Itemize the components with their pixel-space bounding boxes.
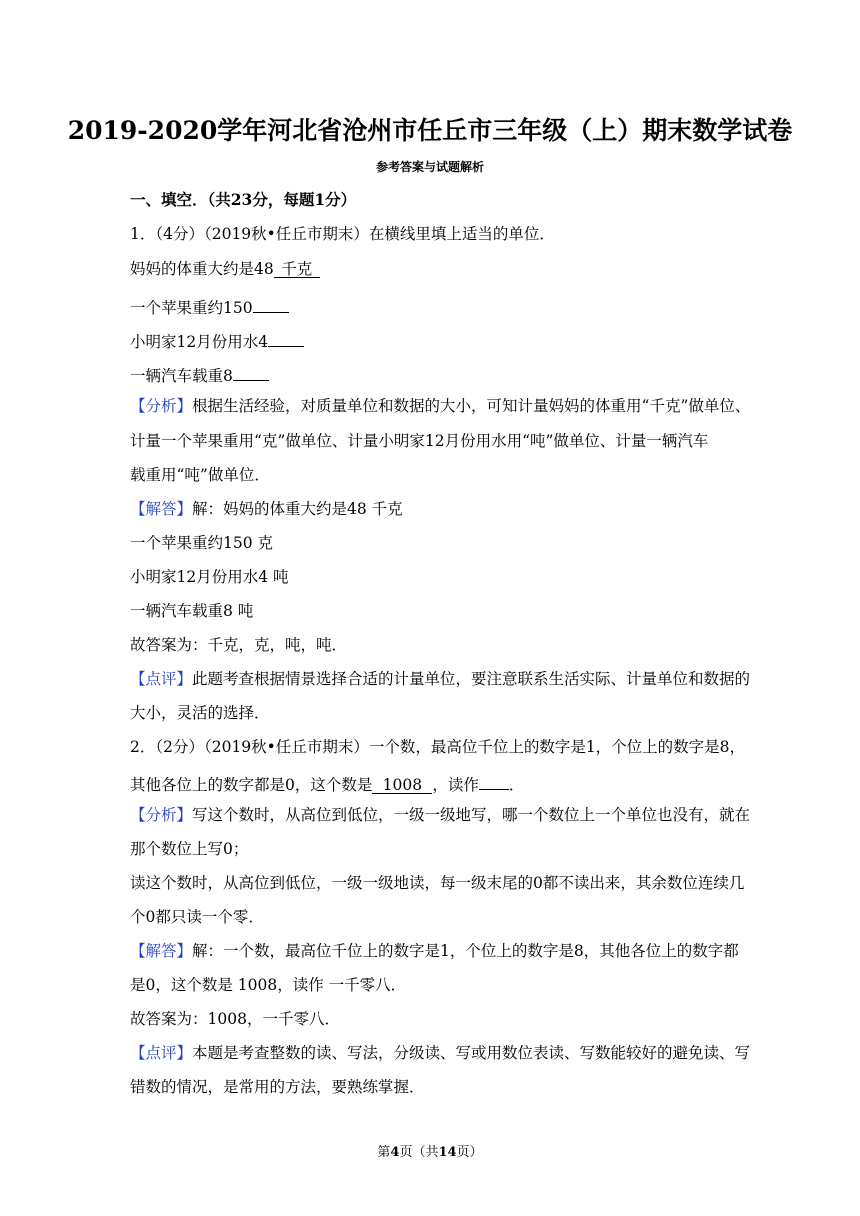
- solution-tag: 【解答】: [130, 942, 193, 960]
- q1-item-answer: [268, 328, 304, 347]
- comment-tag: 【点评】: [130, 1044, 193, 1062]
- q2-answer-reading: [479, 771, 509, 790]
- solution-line: 解：妈妈的体重大约是48 千克: [192, 500, 403, 518]
- q2-stem-line-2: [130, 771, 740, 795]
- q1-item-text: 一个苹果重约150: [130, 299, 253, 317]
- q1-item-answer: [233, 362, 269, 381]
- q2-solution-line-3: 故答案为：1008，一千零八．: [130, 1010, 340, 1028]
- analysis-tag: 【分析】: [130, 806, 193, 824]
- analysis-tag: 【分析】: [130, 397, 193, 415]
- q2-analysis-line-4: 个0都只读一个零．: [130, 908, 264, 926]
- q1-item-answer: [253, 294, 289, 313]
- q1-comment-line-2: 大小，灵活的选择．: [130, 704, 270, 722]
- q1-solution-line-2: 一个苹果重约150 克: [130, 534, 274, 552]
- comment-tag: 【点评】: [130, 670, 193, 688]
- q1-item-text: 妈妈的体重大约是48: [130, 260, 274, 278]
- analysis-line: 写这个数时，从高位到低位，一级一级地写，哪一个数位上一个单位也没有，就在: [192, 806, 751, 824]
- solution-line: 解：一个数，最高位千位上的数字是1，个位上的数字是8，其他各位上的数字都: [192, 942, 739, 960]
- q1-item-1: [130, 259, 740, 279]
- q2-stem-end: ．: [508, 776, 525, 794]
- q1-stem: 1．（4分）（2019秋•任丘市期末）在横线里填上适当的单位．: [130, 225, 555, 243]
- comment-line: 此题考查根据情景选择合适的计量单位，要注意联系生活实际、计量单位和数据的: [192, 670, 751, 688]
- analysis-line: 根据生活经验，对质量单位和数据的大小，可知计量妈妈的体重用“千克”做单位、: [192, 397, 751, 415]
- q1-analysis-line-2: 计量一个苹果重用“克”做单位、计量小明家12月份用水用“吨”做单位、计量一辆汽车: [130, 432, 709, 450]
- q1-item-text: 一辆汽车载重8: [130, 367, 233, 385]
- page-footer: [0, 1141, 860, 1160]
- q1-item-text: 小明家12月份用水4: [130, 333, 269, 351]
- q2-answer-number: 1008: [372, 775, 432, 794]
- solution-tag: 【解答】: [130, 500, 193, 518]
- q1-solution: [130, 499, 740, 519]
- q1-item-4: [130, 362, 740, 386]
- footer-page-number: 4: [390, 1145, 400, 1160]
- q2-analysis: [130, 805, 751, 825]
- q1-analysis: [130, 396, 751, 416]
- footer-suffix: 页）: [456, 1145, 483, 1160]
- q2-comment-line-2: 错数的情况，是常用的方法，要熟练掌握．: [130, 1078, 425, 1096]
- footer-total-pages: 14: [438, 1145, 457, 1160]
- section-heading: 一、填空．（共23分，每题1分）: [130, 190, 357, 209]
- footer-prefix: 第: [377, 1145, 391, 1160]
- q1-item-answer: 千克: [274, 259, 320, 278]
- q1-item-3: [130, 328, 740, 352]
- q1-solution-line-3: 小明家12月份用水4 吨: [130, 568, 289, 586]
- q2-analysis-line-2: 那个数位上写0；: [130, 840, 249, 858]
- q1-solution-line-5: 故答案为：千克，克，吨，吨．: [130, 636, 348, 654]
- q2-solution-line-2: 是0，这个数是 1008，读作 一千零八．: [130, 976, 407, 994]
- q2-comment: [130, 1043, 751, 1063]
- q2-analysis-line-3: 读这个数时，从高位到低位，一级一级地读，每一级末尾的0都不读出来，其余数位连续几: [130, 874, 745, 892]
- q1-item-2: [130, 294, 740, 318]
- q2-stem-text: 其他各位上的数字都是0，这个数是: [130, 776, 373, 794]
- footer-mid: 页（共: [399, 1145, 439, 1160]
- q1-analysis-line-3: 载重用“吨”做单位．: [130, 466, 270, 484]
- q2-stem-line-1: 2．（2分）（2019秋•任丘市期末）一个数，最高位千位上的数字是1，个位上的数字是8，: [130, 738, 746, 756]
- q2-solution: [130, 941, 740, 961]
- q2-stem-text-2: ，读作: [432, 776, 479, 794]
- page-subtitle: 参考答案与试题解析: [375, 160, 484, 174]
- q1-comment: [130, 669, 751, 689]
- q1-solution-line-4: 一辆汽车载重8 吨: [130, 602, 254, 620]
- comment-line: 本题是考查整数的读、写法，分级读、写或用数位表读、写数能较好的避免读、写: [192, 1044, 751, 1062]
- page-title: 2019-2020学年河北省沧州市任丘市三年级（上）期末数学试卷: [67, 116, 793, 145]
